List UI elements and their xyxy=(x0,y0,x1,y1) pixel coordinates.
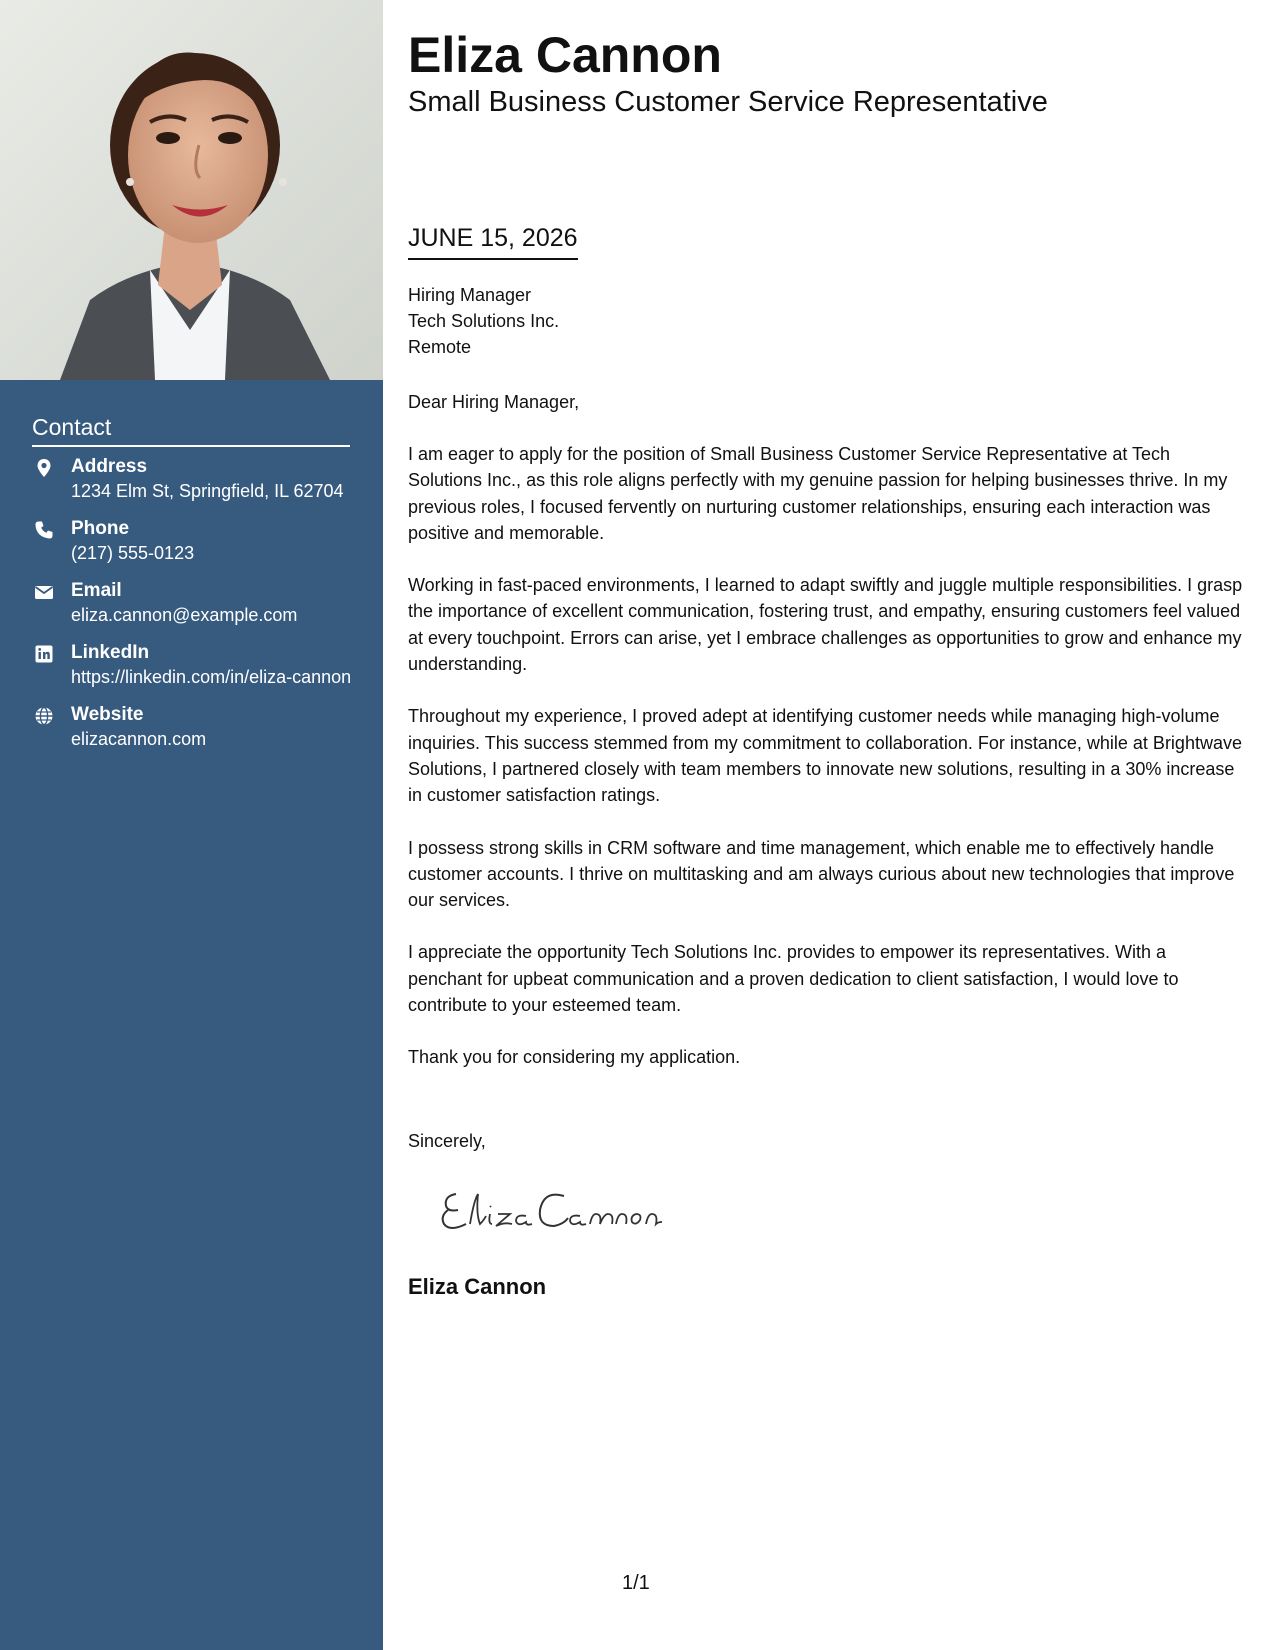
contact-email xyxy=(32,579,362,628)
envelope-icon xyxy=(34,582,54,602)
linkedin-link[interactable]: https://linkedin.com/in/eliza-cannon xyxy=(71,667,352,687)
linkedin-label: LinkedIn xyxy=(71,642,150,663)
paragraph: I appreciate the opportunity Tech Solutions Inc. provides to empower its representatives. With a penchant for upbeat communication and a proven dedication to client satisfaction, I would love to contribute to your esteemed team. xyxy=(408,942,1179,1016)
paragraph: Throughout my experience, I proved adept at identifying customer needs while managing high-volume inquiries. This success stemmed from my commitment to collaboration. For instance, while at Brightwave Solutions, I partnered closely with team members to innovate new solutions, resulting in a 30% increase in customer satisfaction ratings. xyxy=(408,706,1242,806)
recipient-line: Hiring Manager xyxy=(408,285,532,305)
paragraph: Thank you for considering my application. xyxy=(408,1047,741,1068)
contact-website xyxy=(32,703,362,752)
location-pin-icon xyxy=(34,458,54,478)
paragraph: I possess strong skills in CRM software and time management, which enable me to effectively handle customer accounts. I thrive on multitasking and am always curious about new technologies that improve our services. xyxy=(408,837,1235,911)
phone-label: Phone xyxy=(71,518,130,539)
recipient-block xyxy=(408,282,559,360)
contact-linkedin xyxy=(32,641,362,690)
email-link[interactable]: eliza.cannon@example.com xyxy=(71,605,298,625)
paragraph: I am eager to apply for the position of Small Business Customer Service Representative at Tech Solutions Inc., as this role aligns perfectly with my genuine passion for helping businesses thrive. In my previous roles, I focused fervently on nurturing customer relationships, ensuring each interaction was positive and memorable. xyxy=(408,444,1228,543)
contact-list xyxy=(32,455,362,765)
address-value: 1234 Elm St, Springfield, IL 62704 xyxy=(71,481,344,501)
letter-date: JUNE 15, 2026 xyxy=(408,222,578,260)
handwritten-signature xyxy=(436,1180,676,1240)
website-link[interactable]: elizacannon.com xyxy=(71,729,207,749)
letter-paragraphs xyxy=(408,441,1243,1097)
closing: Sincerely, xyxy=(408,1131,486,1151)
portrait-image xyxy=(0,0,383,380)
email-label: Email xyxy=(71,580,122,601)
job-title: Small Business Customer Service Representative xyxy=(408,86,1048,118)
contact-phone xyxy=(32,517,362,566)
recipient-line: Remote xyxy=(408,337,472,357)
phone-icon xyxy=(34,520,54,540)
phone-value: (217) 555-0123 xyxy=(71,543,195,563)
page-number: 1/1 xyxy=(622,1572,650,1594)
contact-address xyxy=(32,455,362,504)
signer-name: Eliza Cannon xyxy=(408,1274,547,1299)
address-label: Address xyxy=(71,456,148,477)
contact-heading: Contact xyxy=(32,412,350,447)
greeting: Dear Hiring Manager, xyxy=(408,392,580,412)
applicant-name: Eliza Cannon xyxy=(408,27,722,83)
recipient-line: Tech Solutions Inc. xyxy=(408,311,560,331)
website-label: Website xyxy=(71,704,144,725)
paragraph: Working in fast-paced environments, I learned to adapt swiftly and juggle multiple responsibilities. I grasp the importance of excellent communication, fostering trust, and empathy, ensuring customers feel valued at every touchpoint. Errors can arise, yet I embrace challenges as opportunities to grow and enhance my understanding. xyxy=(408,575,1243,675)
portrait-photo xyxy=(0,0,383,380)
linkedin-icon xyxy=(34,644,54,664)
globe-icon xyxy=(34,706,54,726)
sidebar xyxy=(0,0,383,1650)
